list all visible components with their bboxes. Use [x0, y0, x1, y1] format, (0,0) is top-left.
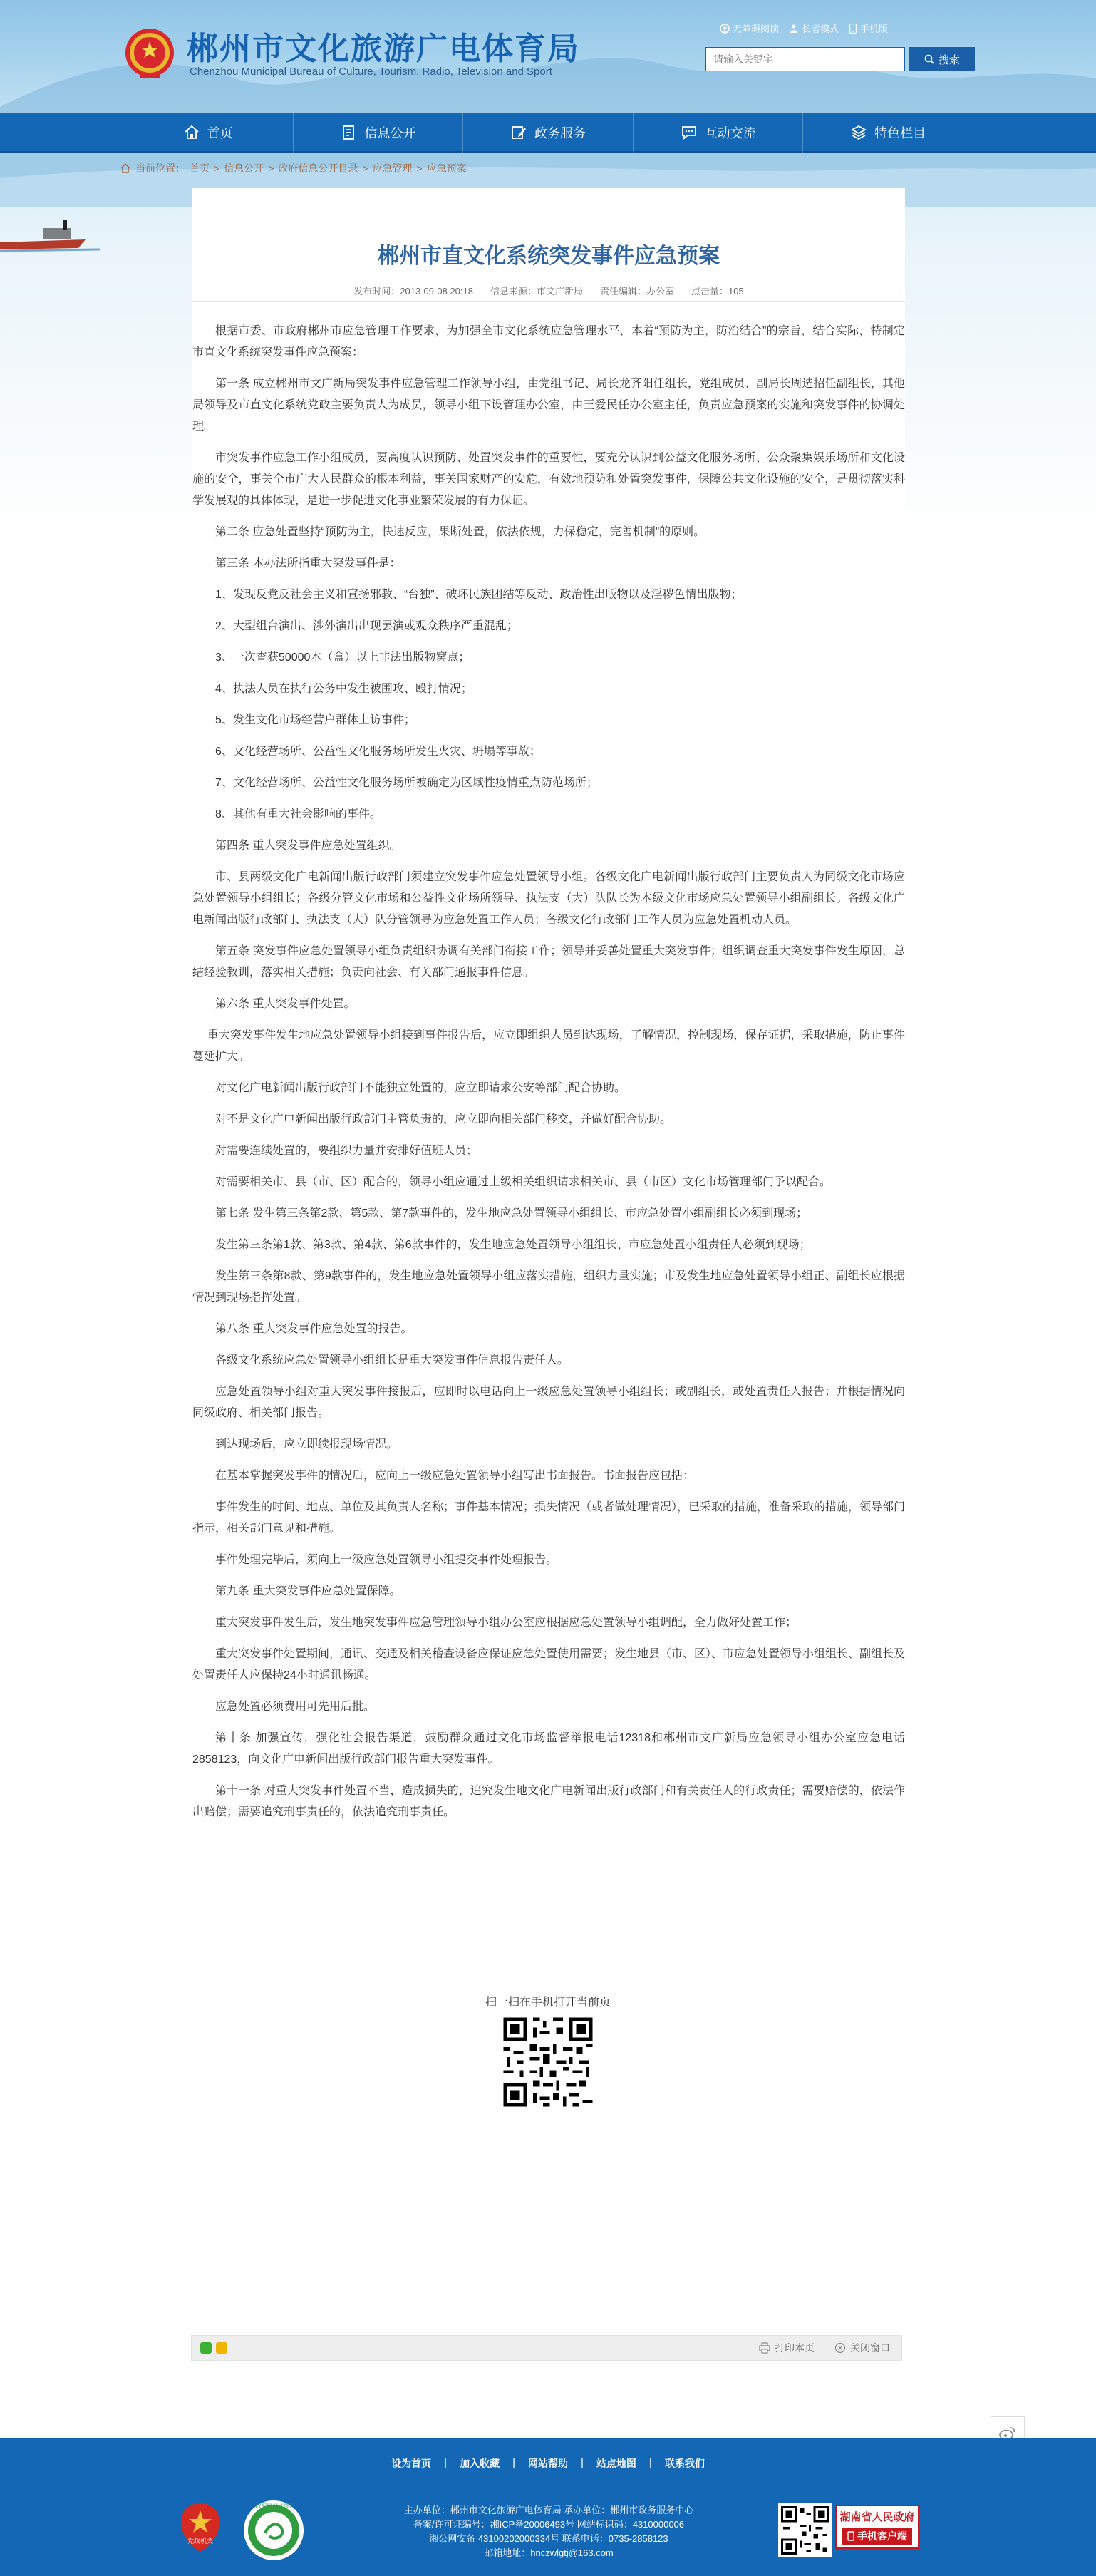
paragraph: 对文化广电新闻出版行政部门不能独立处置的，应立即请求公安等部门配合协助。: [215, 1082, 626, 1094]
footer-link-favorite[interactable]: 加入收藏: [460, 2458, 500, 2469]
error-badge-text: 政府网站 找错: [255, 2503, 292, 2509]
meta-editor: 责任编辑：办公室: [599, 286, 674, 297]
accessibility-link[interactable]: [720, 21, 779, 35]
mobile-icon: [849, 24, 857, 34]
paragraph: 第三条 本办法所指重大突发事件是：: [215, 557, 401, 570]
paragraph: 第四条 重大突发事件应急处置组织。: [215, 840, 401, 852]
paragraph: 2、大型组台演出、涉外演出出现罢演或观众秩序严重混乱；: [215, 620, 518, 632]
breadcrumb-prefix: 当前位置：: [135, 163, 185, 174]
nav-item-service[interactable]: [463, 113, 634, 153]
print-label: 打印本页: [775, 2342, 815, 2354]
paragraph: 应急处置必须费用可先用后批。: [215, 1701, 376, 1713]
paragraph: 第九条 重大突发事件应急处置保障。: [215, 1585, 401, 1597]
paragraph: 第十条 加强宣传，强化社会报告渠道，鼓励群众通过文化市场监督举报电话12318和郴州市文广新局应急领导小组办公室应急电话2858123，向文化广电新闻出版行政部门报告重大突发事件。: [192, 1732, 905, 1766]
qr-code-image: [500, 2014, 596, 2110]
document-icon: [340, 124, 357, 141]
footer-link-sitemap[interactable]: 站点地图: [596, 2458, 636, 2469]
footer-links: [0, 2456, 1096, 2471]
nav-item-interaction[interactable]: [634, 113, 804, 153]
footer-link-homepage[interactable]: 设为首页: [391, 2458, 432, 2469]
share-icons: [200, 2342, 227, 2354]
party-badge-text: 党政机关: [187, 2538, 214, 2545]
nav-item-home[interactable]: [123, 113, 294, 153]
paragraph: 事件发生的时间、地点、单位及其负责人名称；事件基本情况；损失情况（或者做处理情况），已采取的措施，准备采取的措施，领导部门指示，相关部门意见和措施。: [192, 1501, 906, 1535]
paragraph: 3、一次查获50000本（盒）以上非法出版物窝点；: [215, 651, 470, 664]
mobile-label: 手机版: [860, 24, 889, 34]
elder-icon: [789, 24, 799, 34]
paragraph: 根据市委、市政府郴州市应急管理工作要求，为加强全市文化系统应急管理水平，本着“预防为主，防治结合”的宗旨，结合实际，特制定市直文化系统突发事件应急预案：: [192, 325, 905, 359]
mobile-link[interactable]: [849, 21, 888, 35]
party-government-badge[interactable]: [180, 2502, 221, 2553]
elder-mode-link[interactable]: [789, 21, 839, 35]
print-button[interactable]: [759, 2341, 815, 2355]
breadcrumb-separator: >: [416, 163, 423, 174]
home-icon: [183, 124, 200, 141]
wechat-share-icon[interactable]: [200, 2342, 212, 2354]
breadcrumb-separator: >: [268, 163, 274, 174]
boat-image: [0, 214, 100, 257]
paragraph: 4、执法人员在执行公务中发生被围攻、殴打情况；: [215, 683, 472, 695]
layers-icon: [850, 124, 867, 141]
chat-icon: [681, 124, 698, 141]
edit-icon: [510, 124, 527, 141]
footer-info-line: 湘公网安备 43100202000334号 联系电话：0735-2858123: [429, 2533, 668, 2544]
breadcrumb-separator: >: [362, 163, 368, 174]
breadcrumb-link-info[interactable]: 信息公开: [224, 163, 264, 174]
breadcrumb: [120, 161, 467, 175]
top-links: [720, 21, 888, 35]
nav-label-info: 信息公开: [364, 126, 416, 140]
paragraph: 各级文化系统应急处置领导小组组长是重大突发事件信息报告责任人。: [215, 1354, 569, 1366]
footer-link-help[interactable]: 网站帮助: [528, 2458, 568, 2469]
paragraph: 6、文化经营场所、公益性文化服务场所发生火灾、坍塌等事故；: [215, 746, 541, 758]
nav-label-featured: 特色栏目: [874, 126, 926, 140]
paragraph: 第七条 发生第三条第2款、第5款、第7款事件的，发生地应急处置领导小组组长、市应急处置小组副组长必须到现场；: [215, 1207, 808, 1220]
close-label: 关闭窗口: [850, 2342, 890, 2354]
footer-info-line: 备案/许可证编号：湘ICP备20006493号 网站标识码：4310000006: [413, 2519, 685, 2530]
national-emblem-logo[interactable]: [123, 24, 177, 84]
search-button[interactable]: [909, 47, 975, 71]
article-title: 郴州市直文化系统突发事件应急预案: [378, 244, 720, 269]
paragraph: 第二条 应急处置坚持“预防为主，快速反应，果断处置，依法依规，力保稳定，完善机制”的原则。: [215, 526, 705, 538]
location-icon: [120, 163, 131, 174]
paragraph: 8、其他有重大社会影响的事件。: [215, 808, 381, 820]
article-meta: [192, 284, 905, 297]
paragraph: 发生第三条第1款、第3款、第4款、第6款事件的，发生地应急处置领导小组组长、市应急处置小组责任人必须到现场；: [215, 1239, 811, 1251]
paragraph: 对需要相关市、县（市、区）配合的，领导小组应通过上级相关组织请求相关市、县（市区）文化市场管理部门予以配合。: [215, 1176, 832, 1188]
footer-qr-code: [778, 2503, 832, 2557]
paragraph: 对不是文化广电新闻出版行政部门主管负责的，应立即向相关部门移交，并做好配合协助。: [215, 1113, 672, 1125]
paragraph: 第十一条 对重大突发事件处置不当，造成损失的，追究发生地文化广电新闻出版行政部门和有关责任人的行政责任；需要赔偿的，依法作出赔偿；需要追究刑事责任的，依法追究刑事责任。: [192, 1785, 905, 1818]
accessibility-icon: [720, 24, 730, 34]
paragraph: 市、县两级文化广电新闻出版行政部门须建立突发事件应急处置领导小组。各级文化广电新闻出版行政部门主要负责人为同级文化市场应急处置领导小组组长；各级分管文化市场和公益性文化场所领导、执法支（大）队队长为本级文化市场应急处置领导小组副组长。各级文化广电新闻出版行政部门、执法支（大）队分管领导为应急处置工作人员；各级文化行政部门工作人员为应急处置机动人员。: [192, 871, 905, 926]
meta-divider: [192, 301, 905, 302]
meta-publish-time: 发布时间：2013-09-08 20:18: [353, 286, 473, 297]
paragraph: 第八条 重大突发事件应急处置的报告。: [215, 1323, 413, 1335]
accessibility-label: 无障碍阅读: [733, 24, 780, 34]
printer-icon: [759, 2342, 770, 2354]
paragraph: 应急处置领导小组对重大突发事件接报后，应即时以电话向上一级应急处置领导小组组长；或副组长，或处置责任人报告；并根据情况向同级政府、相关部门报告。: [192, 1386, 905, 1419]
site-header: [0, 0, 1096, 113]
meta-source: 信息来源：市文广新局: [490, 286, 583, 297]
phone-icon: [847, 2531, 854, 2541]
gov-site-error-badge[interactable]: [241, 2498, 319, 2563]
paragraph: 事件处理完毕后，须向上一级应急处置领导小组提交事件处理报告。: [215, 1554, 558, 1566]
paragraph: 5、发生文化市场经营户群体上访事件；: [215, 714, 415, 726]
hunan-gov-app-badge[interactable]: [835, 2505, 919, 2549]
paragraph: 市突发事件应急工作小组成员，要高度认识预防、处置突发事件的重要性，要充分认识到公益文化服务场所、公众聚集娱乐场所和文化设施的安全，事关全市广大人民群众的根本利益，事关国家财产的安危，有效地预防和处置突发事件，保障公共文化设施的安全，是贯彻落实科学发展观的具体体现，是进一步促进文化事业繁荣发展的有力保证。: [192, 452, 905, 507]
breadcrumb-link-catalog[interactable]: 政府信息公开目录: [278, 163, 358, 174]
site-subtitle-en: Chenzhou Municipal Bureau of Culture, Tourism, Radio, Television and Sport: [190, 66, 552, 78]
close-window-button[interactable]: [834, 2341, 890, 2355]
meta-hits: 点击量：105: [691, 286, 744, 297]
gov-badge-title: 湖南省人民政府: [839, 2511, 915, 2523]
footer-info-line: 主办单位：郴州市文化旅游广电体育局 承办单位：郴州市政务服务中心: [403, 2505, 694, 2515]
search-input[interactable]: [705, 47, 905, 71]
footer-info-line: 邮箱地址：hnczwlgtj@163.com: [484, 2547, 614, 2558]
footer-separator: |: [512, 2456, 515, 2468]
footer-separator: |: [648, 2456, 652, 2468]
paragraph: 第一条 成立郴州市文广新局突发事件应急管理工作领导小组，由党组书记、局长龙齐阳任组长，党组成员、副局长周选招任副组长，其他局领导及市直文化系统党政主要负责人为成员，领导小组下设管理办公室，由王爱民任办公室主任，负责应急预案的实施和突发事件的协调处理。: [192, 378, 905, 433]
gov-badge-app-label: 手机客户端: [857, 2530, 907, 2542]
main-nav: [0, 113, 1096, 153]
qr-caption: 扫一扫在手机打开当前页: [485, 1997, 611, 2009]
paragraph: 重大突发事件发生地应急处置领导小组接到事件报告后，应立即组织人员到达现场，了解情况，控制现场，保存证据，采取措施，防止事件蔓延扩大。: [192, 1029, 905, 1063]
paragraph: 第五条 突发事件应急处置领导小组负责组织协调有关部门衔接工作；领导并妥善处置重大突发事件；组织调查重大突发事件发生原因，总结经验教训，落实相关措施；负责向社会、有关部门通报事件信息。: [192, 945, 905, 979]
paragraph: 7、文化经营场所、公益性文化服务场所被确定为区域性疫情重点防范场所；: [215, 777, 598, 789]
qzone-share-icon[interactable]: [216, 2342, 227, 2354]
site-title[interactable]: 郴州市文化旅游广电体育局: [187, 31, 580, 67]
footer-link-contact[interactable]: 联系我们: [664, 2458, 705, 2469]
breadcrumb-link-home[interactable]: 首页: [190, 163, 210, 174]
nav-label-service: 政务服务: [534, 126, 586, 140]
paragraph: 在基本掌握突发事件的情况后，应向上一级应急处置领导小组写出书面报告。书面报告应包括：: [215, 1470, 695, 1482]
paragraph: 重大突发事件发生后，发生地突发事件应急管理领导小组办公室应根据应急处置领导小组调配，全力做好处置工作；: [215, 1617, 797, 1629]
gov-badge-app: [842, 2528, 912, 2545]
nav-item-info[interactable]: [294, 113, 464, 153]
nav-item-featured[interactable]: [803, 113, 973, 153]
breadcrumb-link-plan[interactable]: 应急预案: [426, 163, 467, 174]
paragraph: 1、发现反党反社会主义和宣扬邪教、“台独”、破坏民族团结等反动、政治性出版物以及淫秽色情出版物；: [215, 589, 743, 601]
close-icon: [834, 2342, 846, 2354]
breadcrumb-separator: >: [214, 163, 220, 174]
paragraph: 第六条 重大突发事件处置。: [215, 998, 356, 1010]
nav-label-home: 首页: [207, 126, 233, 140]
article-toolbar: [191, 2335, 902, 2361]
footer-separator: |: [581, 2456, 584, 2468]
paragraph: 对需要连续处置的，要组织力量并安排好值班人员；: [215, 1145, 478, 1157]
search-icon: [924, 54, 934, 64]
footer-separator: |: [444, 2456, 448, 2468]
paragraph: 发生第三条第8款、第9款事件的，发生地应急处置领导小组应落实措施，组织力量实施；市及发生地应急处置领导小组正、副组长应根据情况到现场指挥处置。: [192, 1270, 905, 1304]
footer-info: [356, 2503, 741, 2560]
search-button-label: 搜索: [938, 53, 960, 66]
nav-label-interaction: 互动交流: [704, 126, 756, 140]
article-body: [192, 321, 905, 1833]
site-footer: [0, 2438, 1096, 2576]
toolbar-actions: [759, 2336, 890, 2360]
paragraph: 重大突发事件处置期间，通讯、交通及相关稽查设备应保证应急处置使用需要；发生地县（市、区）、市应急处置领导小组组长、副组长及处置责任人应保持24小时通讯畅通。: [192, 1648, 906, 1681]
breadcrumb-link-emergency[interactable]: 应急管理: [372, 163, 413, 174]
paragraph: 到达现场后，应立即续报现场情况。: [215, 1438, 398, 1451]
elder-mode-label: 长者模式: [802, 24, 839, 34]
